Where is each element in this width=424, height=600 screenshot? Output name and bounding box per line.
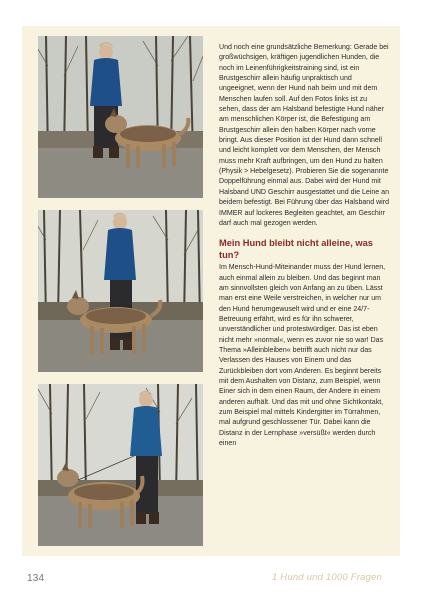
photo-woman-with-dog-1	[38, 36, 203, 198]
section-heading: Mein Hund bleibt nicht alleine, was tun?	[219, 238, 373, 260]
photo-woman-with-dog-3	[38, 384, 203, 546]
book-title-footer: 1 Hund und 1000 Fragen	[271, 572, 382, 583]
text-column	[219, 43, 389, 449]
photo-woman-with-dog-2	[38, 210, 203, 372]
page-number: 134	[27, 573, 45, 584]
body-paragraph: Im Mensch-Hund-Miteinander muss der Hund lernen, auch einmal allein zu bleiben. Und das beginnt man am sinnvollsten gleich von Anfang an zu üben. Lässt man erst eine Weile verstreichen, in welcher nur um den Hund herumgewuselt wird und er eine 24/7-Betreuung erfährt, wird es für ihn schwerer, unverständlicher und protestwürdiger. Das ist eben nicht mehr »normal«, wenn es zuvor nie so war! Das Thema »Alleinbleiben« betrifft auch nicht nur das Verlassen des Hauses von Einem und das Zurückbleiben dort vom Anderen. Es beginnt bereits mit dem Aushalten von Distanz, zum Beispiel, wenn Einer sich in dem einen Raum, der Andere in einem anderen aufhält. Und das mit und ohne Sichtkontakt, zum Beispiel mal mittels Kindergitter im Türrahmen, mal aufgrund geschlossener Tür. Dabei kann die Distanz in der Lernphase »versüßt« werden durch einen	[219, 264, 386, 448]
body-paragraph: Und noch eine grundsätzliche Bemerkung: Gerade bei großwüchsigen, kräftigen jugendlichen Hunden, die noch im Leinenführigkeitstraining sind, ist ein Brustgeschirr allein häufig unpraktisch und ungeeignet, wenn der Hund nah beim und mit dem Menschen laufen soll. Auf den Fotos links ist zu sehen, dass der am Halsband befestigte Hund näher am menschlichen Körper ist, die Befestigung am Brustgeschirr allein den halben Körper nach vorne bringt. Aus dieser Position ist der Hund dann schnell und leicht komplett vor dem Menschen, der Mensch muss mehr Kraft aufbringen, um den Hund zu halten (Physik > Hebelgesetz). Probieren Sie die sogenannte Doppelführung einmal aus. Dabei wird der Hund mit Halsband UND Geschirr ausgestattet und die Leine an beidem befestigt. Bei Führung über das Halsband wird IMMER auf lockeres Begleiten geachtet, am Geschirr darf auch mal gezogen werden.	[219, 44, 390, 227]
